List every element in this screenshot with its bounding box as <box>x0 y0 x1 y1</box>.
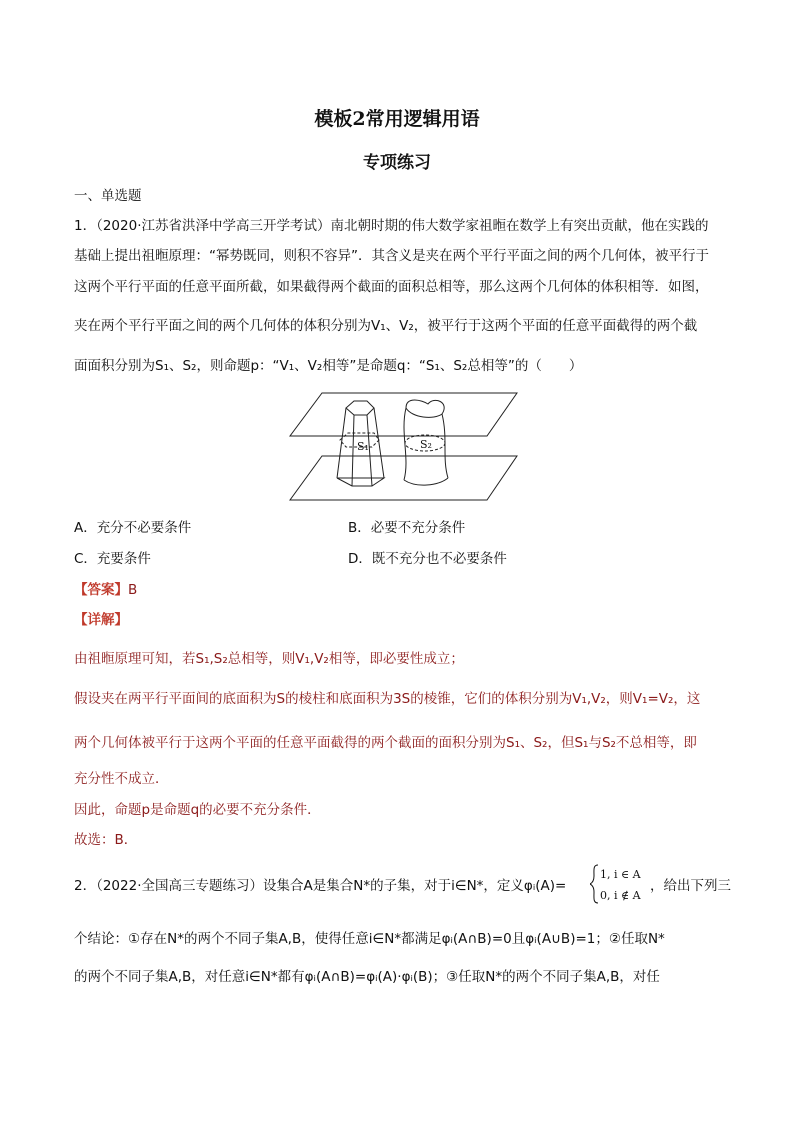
q1-line-2: 基础上提出祖暅原理：“幂势既同，则积不容异”．其含义是夹在两个平行平面之间的两个几何体，被平行于 <box>74 248 709 264</box>
detail-line-2: 假设夹在两平行平面间的底面积为S的棱柱和底面积为3S的棱锥，它们的体积分别为V₁,V₂，则V₁=V₂，这 <box>74 691 701 707</box>
choice-line: 故选：B． <box>74 832 138 848</box>
q1-line-1: 1．（2020·江苏省洪泽中学高三开学考试）南北朝时期的伟大数学家祖暅在数学上有突出贡献，他在实践的 <box>74 218 709 234</box>
page-title: 模板2常用逻辑用语 <box>314 108 480 130</box>
label-s1: S₁ <box>357 440 369 453</box>
option-d: D．既不充分也不必要条件 <box>348 551 507 567</box>
answer-value: B <box>128 582 138 598</box>
detail-line-4: 充分性不成立． <box>74 771 169 787</box>
detail-tag: 【详解】 <box>74 612 128 628</box>
case-bottom: 0, i ∉ A <box>600 889 641 902</box>
option-c: C．充要条件 <box>74 551 151 567</box>
solids-figure <box>282 388 522 506</box>
q2-line-1-tail: ，给出下列三 <box>650 878 731 894</box>
case-top: 1, i ∈ A <box>600 868 641 881</box>
q1-line-4: 夹在两个平行平面之间的两个几何体的体积分别为V₁、V₂，被平行于这两个平面的任意平面截得的两个截 <box>74 318 698 334</box>
detail-line-1: 由祖暅原理可知，若S₁,S₂总相等，则V₁,V₂相等，即必要性成立； <box>74 651 464 667</box>
bottom-plane <box>290 456 517 500</box>
option-b: B．必要不充分条件 <box>348 520 466 536</box>
q2-line-2: 个结论：①存在N*的两个不同子集A,B，使得任意i∈N*都满足φᵢ(A∩B)=0且φᵢ(A∪B)=1；②任取N* <box>74 931 665 947</box>
option-a: A．充分不必要条件 <box>74 520 192 536</box>
label-s2: S₂ <box>420 438 432 451</box>
q1-line-3: 这两个平行平面的任意平面所截，如果截得两个截面的面积总相等，那么这两个几何体的体积相等．如图， <box>74 279 709 295</box>
detail-line <box>74 610 724 630</box>
q2-line-1-text: 2．（2022·全国高三专题练习）设集合A是集合N*的子集，对于i∈N*，定义φᵢ(A)= <box>74 878 567 894</box>
q2-line-1 <box>74 876 566 896</box>
q2-line-3: 的两个不同子集A,B，对任意i∈N*都有φᵢ(A∩B)=φᵢ(A)·φᵢ(B)；③任取N*的两个不同子集A,B，对任 <box>74 969 660 985</box>
top-plane <box>290 393 517 436</box>
page-subtitle: 专项练习 <box>363 153 431 173</box>
section-heading: 一、单选题 <box>74 188 142 204</box>
answer-tag: 【答案】 <box>74 582 128 598</box>
piecewise-brace <box>590 862 650 906</box>
conclusion-line: 因此，命题p是命题q的必要不充分条件． <box>74 802 321 818</box>
detail-line-3: 两个几何体被平行于这两个平面的任意平面截得的两个截面的面积分别为S₁、S₂，但S₁与S₂不总相等，即 <box>74 735 697 751</box>
answer-line <box>74 580 724 600</box>
q1-line-5: 面面积分别为S₁、S₂，则命题p：“V₁、V₂相等”是命题q：“S₁、S₂总相等”的（ ） <box>74 358 583 374</box>
